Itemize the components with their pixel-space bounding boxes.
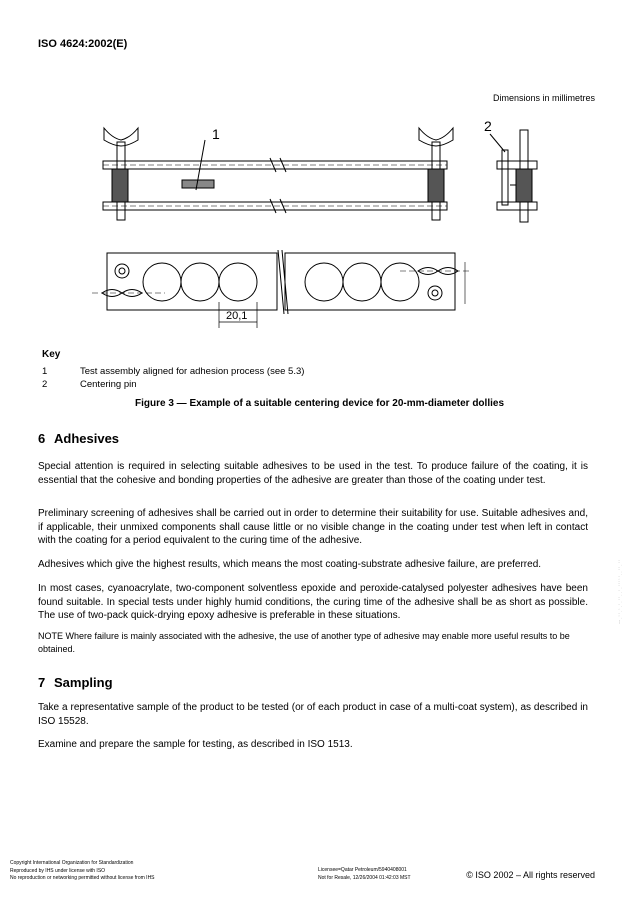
footer-line: Reproduced by IHS under license with ISO [10,867,106,874]
paragraph: Examine and prepare the sample for testing, as described in ISO 1513. [38,739,353,750]
section-title: Sampling [54,675,113,690]
key-item [42,366,304,377]
callout-1: 1 [212,126,220,142]
assembly-end-view [497,130,537,222]
footer-line: Copyright International Organization for Standardization [10,860,134,866]
footer-line: Licensee=Qatar Petroleum/5940408001 [318,867,407,873]
figure-3-drawing [0,0,639,340]
paragraph: In most cases, cyanoacrylate, two-component solventless epoxide and peroxide-catalysed polyester adhesives have been found suitable. In special tests under highly humid conditions, the curing time of the adhesive shall be as short as possible. The use of two-pack quick-drying epoxy adhesive is preferable in these situations. [38,583,588,621]
key-text: Test assembly aligned for adhesion process (see 5.3) [80,366,305,377]
key-title: Key [42,349,61,360]
footer-line: No reproduction or networking permitted without license from IHS [10,875,155,881]
section-title: Adhesives [54,431,120,446]
section-number: 7 [38,675,46,690]
side-mark: , , ` , , ` ` , , , , , ` , ` ` , , ` , ` , ` , , ` --- [618,560,623,624]
document-header: ISO 4624:2002(E) [38,38,128,50]
key-text: Centering pin [80,379,137,390]
section-7-heading [38,675,113,690]
footer-licensee [318,867,411,882]
assembly-plan-view [92,250,472,328]
section-6-heading [38,431,119,446]
key-number: 1 [42,366,48,377]
figure-caption: Figure 3 — Example of a suitable centering device for 20-mm-diameter dollies [135,398,504,409]
paragraph: Take a representative sample of the product to be tested (or of each product in case of a multi-coat system), as described in ISO 15528. [38,702,588,727]
dimension-label: 20,1 [226,310,248,322]
paragraph: Adhesives which give the highest results, which means the most coating-substrate adhesive failure, are preferred. [38,559,542,570]
assembly-side-view [103,128,453,220]
key-number: 2 [42,379,48,390]
paragraph: Preliminary screening of adhesives shall be carried out in order to determine their suitability for use. Suitable adhesives and, if applicable, their unmixed components shall cause little or no visible change in the coating under test when left in contact with the coating for a period equivalent to the curing time of the adhesive. [38,508,588,546]
key-item [42,379,137,390]
footer-line: Not for Resale, 12/26/2004 01:42:03 MST [318,874,411,881]
footer-copyright: © ISO 2002 – All rights reserved [466,870,595,880]
note: NOTE Where failure is mainly associated with the adhesive, the use of another type of adhesive may enable more useful results to be obtained. [38,631,570,654]
dimensions-note: Dimensions in millimetres [492,93,595,103]
paragraph: Special attention is required in selecting suitable adhesives to be used in the test. To produce failure of the coating, it is essential that the cohesive and bonding properties of the adhesive are greater than those of the coating under test. [38,461,588,486]
section-number: 6 [38,431,46,446]
footer-license [10,860,155,883]
callout-2: 2 [484,118,492,134]
